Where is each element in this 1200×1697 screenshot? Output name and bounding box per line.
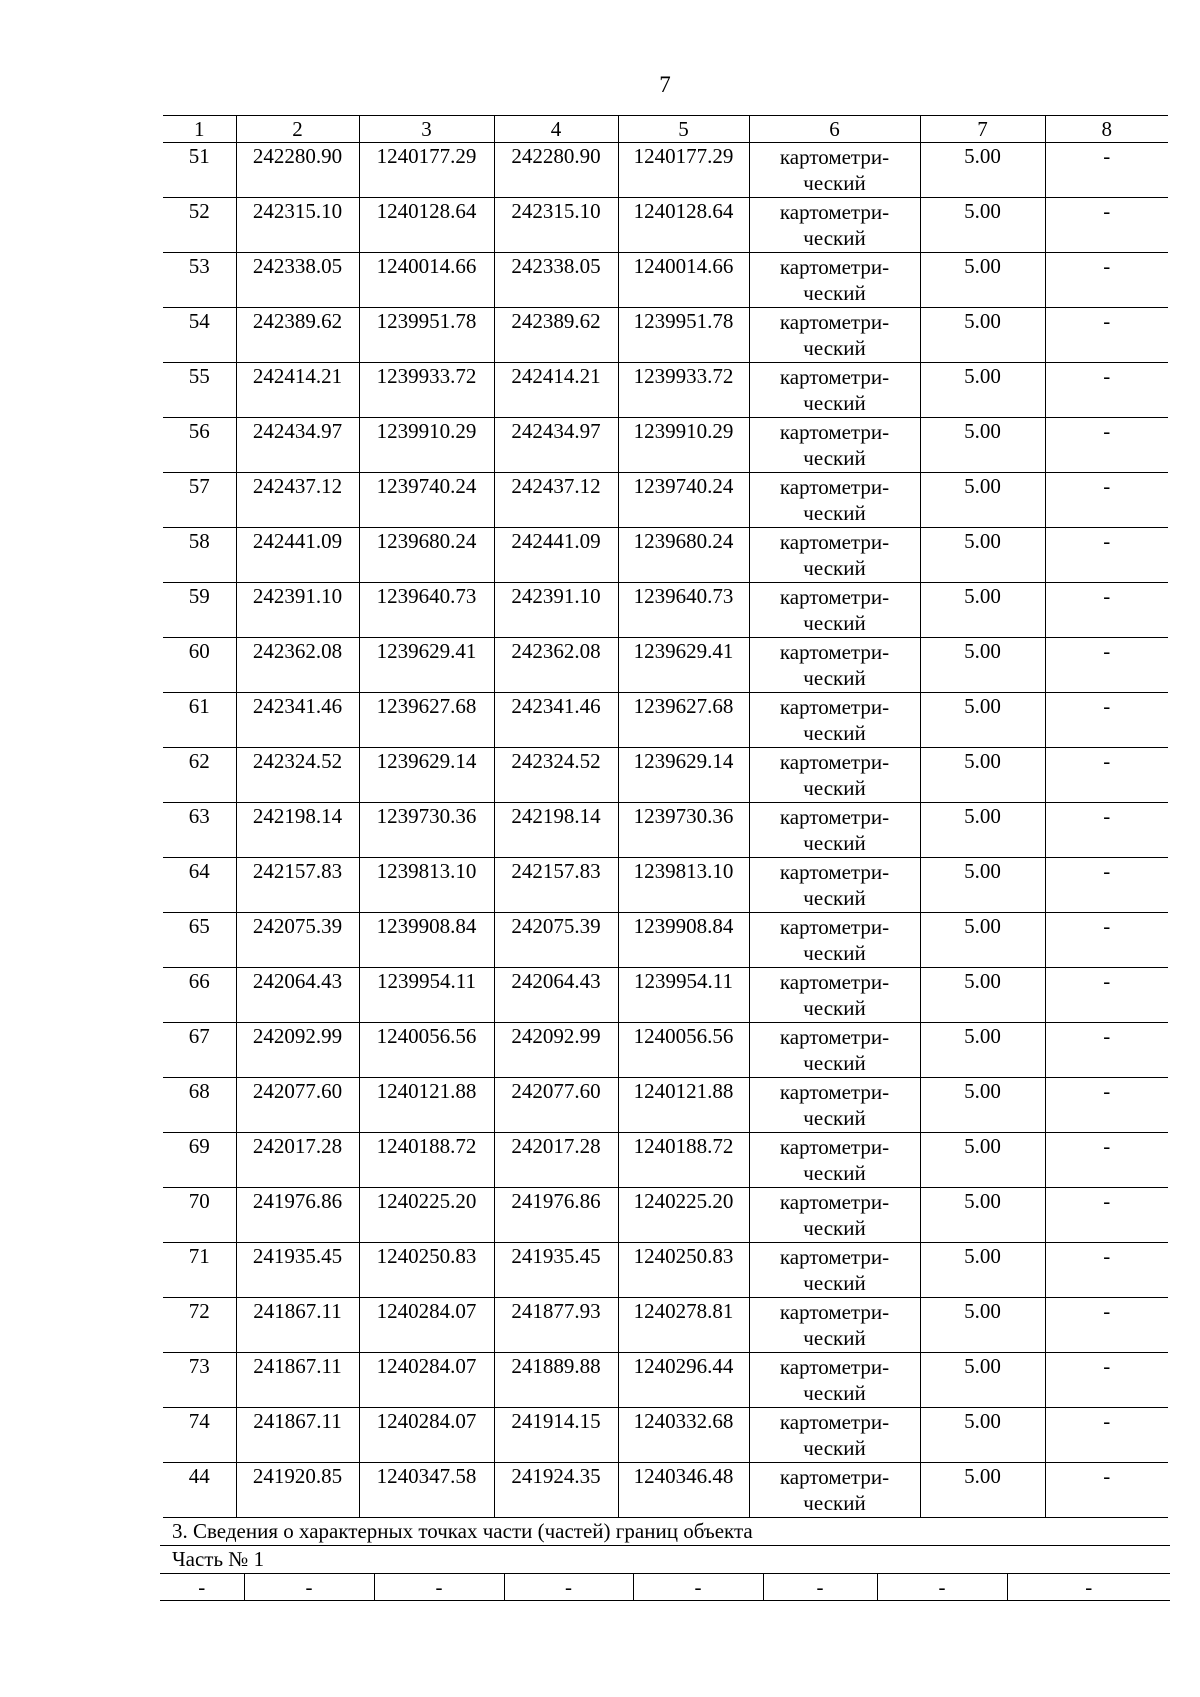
x-old-cell: 242064.43 (236, 968, 359, 1023)
x-new-cell: 242315.10 (494, 198, 618, 253)
y-new-cell: 1239640.73 (618, 583, 749, 638)
point-number-cell: 65 (163, 913, 236, 968)
description-cell: - (1045, 913, 1168, 968)
table-row (163, 253, 1168, 308)
method-cell: картометри- ческий (749, 253, 920, 308)
description-cell: - (1045, 1353, 1168, 1408)
description-cell: - (1045, 1133, 1168, 1188)
table-row (163, 748, 1168, 803)
y-old-cell: 1239629.41 (359, 638, 494, 693)
y-new-cell: 1239954.11 (618, 968, 749, 1023)
point-number-cell: 58 (163, 528, 236, 583)
point-number-cell: 71 (163, 1243, 236, 1298)
method-cell: картометри- ческий (749, 198, 920, 253)
x-old-cell: 241867.11 (236, 1353, 359, 1408)
accuracy-cell: 5.00 (920, 1188, 1045, 1243)
y-old-cell: 1239933.72 (359, 363, 494, 418)
description-cell: - (1045, 198, 1168, 253)
point-number-cell: 67 (163, 1023, 236, 1078)
x-new-cell: 242441.09 (494, 528, 618, 583)
description-cell: - (1045, 1298, 1168, 1353)
accuracy-cell: 5.00 (920, 1023, 1045, 1078)
accuracy-cell: 5.00 (920, 198, 1045, 253)
y-new-cell: 1240177.29 (618, 143, 749, 198)
point-number-cell: 52 (163, 198, 236, 253)
x-new-cell: 242092.99 (494, 1023, 618, 1078)
y-old-cell: 1240347.58 (359, 1463, 494, 1518)
x-new-cell: 242157.83 (494, 858, 618, 913)
y-old-cell: 1240225.20 (359, 1188, 494, 1243)
y-old-cell: 1239640.73 (359, 583, 494, 638)
x-old-cell: 242414.21 (236, 363, 359, 418)
x-new-cell: 242434.97 (494, 418, 618, 473)
x-old-cell: 242092.99 (236, 1023, 359, 1078)
y-old-cell: 1239627.68 (359, 693, 494, 748)
x-new-cell: 241935.45 (494, 1243, 618, 1298)
x-old-cell: 242341.46 (236, 693, 359, 748)
part-cell: - (160, 1574, 244, 1601)
description-cell: - (1045, 858, 1168, 913)
method-cell: картометри- ческий (749, 1408, 920, 1463)
column-header: 1 (163, 116, 236, 143)
method-cell: картометри- ческий (749, 968, 920, 1023)
column-header: 2 (236, 116, 359, 143)
method-cell: картометри- ческий (749, 1023, 920, 1078)
description-cell: - (1045, 473, 1168, 528)
x-new-cell: 242389.62 (494, 308, 618, 363)
x-new-cell: 242017.28 (494, 1133, 618, 1188)
accuracy-cell: 5.00 (920, 528, 1045, 583)
point-number-cell: 62 (163, 748, 236, 803)
x-new-cell: 242075.39 (494, 913, 618, 968)
method-cell: картометри- ческий (749, 748, 920, 803)
description-cell: - (1045, 638, 1168, 693)
x-old-cell: 242198.14 (236, 803, 359, 858)
description-cell: - (1045, 528, 1168, 583)
method-cell: картометри- ческий (749, 1133, 920, 1188)
y-new-cell: 1239730.36 (618, 803, 749, 858)
method-cell: картометри- ческий (749, 583, 920, 638)
description-cell: - (1045, 253, 1168, 308)
table-row (163, 1243, 1168, 1298)
description-cell: - (1045, 693, 1168, 748)
method-cell: картометри- ческий (749, 638, 920, 693)
description-cell: - (1045, 1188, 1168, 1243)
x-old-cell: 241976.86 (236, 1188, 359, 1243)
table-row (163, 1408, 1168, 1463)
part-cell: - (504, 1574, 633, 1601)
y-new-cell: 1239910.29 (618, 418, 749, 473)
accuracy-cell: 5.00 (920, 418, 1045, 473)
table-row (163, 968, 1168, 1023)
accuracy-cell: 5.00 (920, 363, 1045, 418)
x-old-cell: 241935.45 (236, 1243, 359, 1298)
y-old-cell: 1239908.84 (359, 913, 494, 968)
method-cell: картометри- ческий (749, 803, 920, 858)
accuracy-cell: 5.00 (920, 693, 1045, 748)
part-label: Часть № 1 (160, 1546, 1170, 1574)
table-row (163, 198, 1168, 253)
accuracy-cell: 5.00 (920, 583, 1045, 638)
point-number-cell: 53 (163, 253, 236, 308)
y-new-cell: 1239680.24 (618, 528, 749, 583)
point-number-cell: 68 (163, 1078, 236, 1133)
accuracy-cell: 5.00 (920, 473, 1045, 528)
y-old-cell: 1239910.29 (359, 418, 494, 473)
y-old-cell: 1240128.64 (359, 198, 494, 253)
accuracy-cell: 5.00 (920, 913, 1045, 968)
accuracy-cell: 5.00 (920, 803, 1045, 858)
x-new-cell: 241976.86 (494, 1188, 618, 1243)
part-cell: - (1007, 1574, 1170, 1601)
y-new-cell: 1240188.72 (618, 1133, 749, 1188)
accuracy-cell: 5.00 (920, 748, 1045, 803)
coordinates-table (163, 115, 1168, 1518)
y-new-cell: 1240128.64 (618, 198, 749, 253)
accuracy-cell: 5.00 (920, 308, 1045, 363)
point-number-cell: 64 (163, 858, 236, 913)
table-row (163, 418, 1168, 473)
table-header-row (163, 116, 1168, 143)
point-number-cell: 44 (163, 1463, 236, 1518)
point-number-cell: 54 (163, 308, 236, 363)
x-old-cell: 242389.62 (236, 308, 359, 363)
point-number-cell: 51 (163, 143, 236, 198)
y-old-cell: 1240284.07 (359, 1353, 494, 1408)
description-cell: - (1045, 748, 1168, 803)
method-cell: картометри- ческий (749, 308, 920, 363)
x-old-cell: 242324.52 (236, 748, 359, 803)
y-old-cell: 1239629.14 (359, 748, 494, 803)
x-old-cell: 242280.90 (236, 143, 359, 198)
point-number-cell: 57 (163, 473, 236, 528)
description-cell: - (1045, 1408, 1168, 1463)
column-header: 7 (920, 116, 1045, 143)
table-row (163, 308, 1168, 363)
x-new-cell: 242324.52 (494, 748, 618, 803)
x-new-cell: 242341.46 (494, 693, 618, 748)
table-row (163, 913, 1168, 968)
y-old-cell: 1239730.36 (359, 803, 494, 858)
description-cell: - (1045, 1463, 1168, 1518)
method-cell: картометри- ческий (749, 1078, 920, 1133)
part-table (160, 1574, 1170, 1601)
x-old-cell: 242315.10 (236, 198, 359, 253)
y-old-cell: 1239680.24 (359, 528, 494, 583)
y-old-cell: 1240284.07 (359, 1408, 494, 1463)
table-row (163, 803, 1168, 858)
table-row (163, 1298, 1168, 1353)
point-number-cell: 59 (163, 583, 236, 638)
x-old-cell: 242437.12 (236, 473, 359, 528)
table-row (163, 1078, 1168, 1133)
column-header: 3 (359, 116, 494, 143)
table-row (163, 528, 1168, 583)
y-old-cell: 1240188.72 (359, 1133, 494, 1188)
x-old-cell: 242075.39 (236, 913, 359, 968)
method-cell: картометри- ческий (749, 143, 920, 198)
y-new-cell: 1239629.14 (618, 748, 749, 803)
x-old-cell: 242077.60 (236, 1078, 359, 1133)
column-header: 6 (749, 116, 920, 143)
point-number-cell: 63 (163, 803, 236, 858)
accuracy-cell: 5.00 (920, 143, 1045, 198)
method-cell: картометри- ческий (749, 473, 920, 528)
point-number-cell: 60 (163, 638, 236, 693)
x-old-cell: 241867.11 (236, 1408, 359, 1463)
x-old-cell: 242434.97 (236, 418, 359, 473)
point-number-cell: 73 (163, 1353, 236, 1408)
x-old-cell: 242338.05 (236, 253, 359, 308)
x-new-cell: 242064.43 (494, 968, 618, 1023)
point-number-cell: 69 (163, 1133, 236, 1188)
description-cell: - (1045, 1078, 1168, 1133)
x-old-cell: 242017.28 (236, 1133, 359, 1188)
accuracy-cell: 5.00 (920, 1133, 1045, 1188)
y-old-cell: 1239740.24 (359, 473, 494, 528)
x-new-cell: 241914.15 (494, 1408, 618, 1463)
x-new-cell: 242362.08 (494, 638, 618, 693)
y-new-cell: 1239951.78 (618, 308, 749, 363)
y-new-cell: 1239813.10 (618, 858, 749, 913)
y-new-cell: 1240014.66 (618, 253, 749, 308)
x-new-cell: 242077.60 (494, 1078, 618, 1133)
x-new-cell: 241924.35 (494, 1463, 618, 1518)
y-new-cell: 1240250.83 (618, 1243, 749, 1298)
accuracy-cell: 5.00 (920, 968, 1045, 1023)
y-new-cell: 1240121.88 (618, 1078, 749, 1133)
y-new-cell: 1240056.56 (618, 1023, 749, 1078)
x-new-cell: 242198.14 (494, 803, 618, 858)
accuracy-cell: 5.00 (920, 858, 1045, 913)
y-old-cell: 1239951.78 (359, 308, 494, 363)
x-new-cell: 241877.93 (494, 1298, 618, 1353)
page-number: 7 (659, 72, 671, 97)
point-number-cell: 55 (163, 363, 236, 418)
accuracy-cell: 5.00 (920, 1463, 1045, 1518)
y-new-cell: 1240278.81 (618, 1298, 749, 1353)
x-old-cell: 241920.85 (236, 1463, 359, 1518)
description-cell: - (1045, 363, 1168, 418)
method-cell: картометри- ческий (749, 363, 920, 418)
y-old-cell: 1240177.29 (359, 143, 494, 198)
description-cell: - (1045, 803, 1168, 858)
method-cell: картометри- ческий (749, 1243, 920, 1298)
section-title: 3. Сведения о характерных точках части (частей) границ объекта (160, 1518, 1170, 1546)
description-cell: - (1045, 418, 1168, 473)
part-cell: - (633, 1574, 763, 1601)
y-new-cell: 1240225.20 (618, 1188, 749, 1243)
method-cell: картометри- ческий (749, 858, 920, 913)
x-new-cell: 242414.21 (494, 363, 618, 418)
point-number-cell: 70 (163, 1188, 236, 1243)
table-row (163, 583, 1168, 638)
accuracy-cell: 5.00 (920, 638, 1045, 693)
method-cell: картометри- ческий (749, 913, 920, 968)
accuracy-cell: 5.00 (920, 1408, 1045, 1463)
y-old-cell: 1240014.66 (359, 253, 494, 308)
x-old-cell: 242391.10 (236, 583, 359, 638)
section-3 (160, 1518, 1170, 1601)
table-row (163, 143, 1168, 198)
table-row (163, 1463, 1168, 1518)
x-old-cell: 242362.08 (236, 638, 359, 693)
y-old-cell: 1240250.83 (359, 1243, 494, 1298)
part-row (160, 1574, 1170, 1601)
table-body (163, 143, 1168, 1518)
point-number-cell: 74 (163, 1408, 236, 1463)
x-old-cell: 241867.11 (236, 1298, 359, 1353)
x-new-cell: 242280.90 (494, 143, 618, 198)
point-number-cell: 61 (163, 693, 236, 748)
accuracy-cell: 5.00 (920, 1353, 1045, 1408)
x-old-cell: 242441.09 (236, 528, 359, 583)
column-header: 5 (618, 116, 749, 143)
method-cell: картометри- ческий (749, 693, 920, 748)
y-new-cell: 1239627.68 (618, 693, 749, 748)
description-cell: - (1045, 308, 1168, 363)
method-cell: картометри- ческий (749, 1463, 920, 1518)
description-cell: - (1045, 968, 1168, 1023)
x-new-cell: 242437.12 (494, 473, 618, 528)
table-row (163, 1023, 1168, 1078)
y-old-cell: 1239954.11 (359, 968, 494, 1023)
table-row (163, 1133, 1168, 1188)
table-row (163, 638, 1168, 693)
method-cell: картометри- ческий (749, 1353, 920, 1408)
table-row (163, 1188, 1168, 1243)
table-row (163, 1353, 1168, 1408)
y-old-cell: 1239813.10 (359, 858, 494, 913)
point-number-cell: 72 (163, 1298, 236, 1353)
x-new-cell: 242391.10 (494, 583, 618, 638)
y-new-cell: 1239629.41 (618, 638, 749, 693)
y-old-cell: 1240284.07 (359, 1298, 494, 1353)
y-new-cell: 1240296.44 (618, 1353, 749, 1408)
x-new-cell: 241889.88 (494, 1353, 618, 1408)
description-cell: - (1045, 583, 1168, 638)
point-number-cell: 56 (163, 418, 236, 473)
part-cell: - (244, 1574, 374, 1601)
table-row (163, 473, 1168, 528)
method-cell: картометри- ческий (749, 418, 920, 473)
y-old-cell: 1240056.56 (359, 1023, 494, 1078)
table-row (163, 363, 1168, 418)
method-cell: картометри- ческий (749, 1188, 920, 1243)
description-cell: - (1045, 1023, 1168, 1078)
method-cell: картометри- ческий (749, 528, 920, 583)
point-number-cell: 66 (163, 968, 236, 1023)
column-header: 4 (494, 116, 618, 143)
description-cell: - (1045, 143, 1168, 198)
accuracy-cell: 5.00 (920, 1298, 1045, 1353)
y-old-cell: 1240121.88 (359, 1078, 494, 1133)
part-cell: - (763, 1574, 877, 1601)
y-new-cell: 1240346.48 (618, 1463, 749, 1518)
x-old-cell: 242157.83 (236, 858, 359, 913)
y-new-cell: 1239908.84 (618, 913, 749, 968)
part-cell: - (877, 1574, 1007, 1601)
column-header: 8 (1045, 116, 1168, 143)
y-new-cell: 1239933.72 (618, 363, 749, 418)
part-cell: - (374, 1574, 504, 1601)
x-new-cell: 242338.05 (494, 253, 618, 308)
table-row (163, 858, 1168, 913)
accuracy-cell: 5.00 (920, 253, 1045, 308)
accuracy-cell: 5.00 (920, 1078, 1045, 1133)
accuracy-cell: 5.00 (920, 1243, 1045, 1298)
table-row (163, 693, 1168, 748)
y-new-cell: 1239740.24 (618, 473, 749, 528)
method-cell: картометри- ческий (749, 1298, 920, 1353)
description-cell: - (1045, 1243, 1168, 1298)
y-new-cell: 1240332.68 (618, 1408, 749, 1463)
